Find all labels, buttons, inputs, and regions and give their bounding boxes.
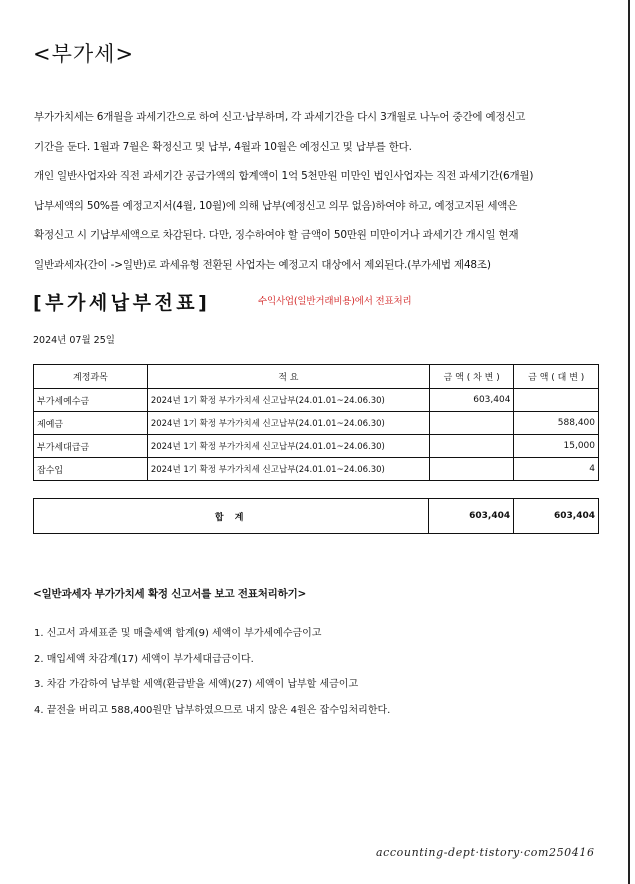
intro-line: 확정신고 시 기납부세액으로 차감된다. 다만, 징수하여야 할 금액이 50만원 미만이거나 과세기간 개시일 현재: [34, 229, 519, 241]
howto-title: <일반과세자 부가가치세 확정 신고서를 보고 전표처리하기>: [33, 588, 307, 600]
page-title: <부가세>: [33, 42, 135, 66]
intro-line: 부가가치세는 6개월을 과세기간으로 하여 신고·납부하며, 각 과세기간을 다시 3개월로 나누어 중간에 예정신고: [34, 111, 526, 123]
journal-entry-table: [33, 364, 599, 481]
intro-line: 개인 일반사업자와 직전 과세기간 공급가액의 합계액이 1억 5천만원 미만인 법인사업자는 직전 과세기간(6개월): [34, 170, 534, 182]
intro-line: 납부세액의 50%를 예정고지서(4월, 10월)에 의해 납부(예정신고 의무 없음)하여야 하고, 예정고지된 세액은: [34, 199, 518, 212]
list-item: 3. 차감 가감하여 납부할 세액(환급받을 세액)(27) 세액이 납부할 세금이고: [34, 679, 359, 690]
account-cell: 부가세예수금: [34, 389, 148, 412]
intro-line: 기간을 둔다. 1월과 7월은 확정신고 및 납부, 4월과 10월은 예정신고 및 납부를 한다.: [34, 140, 412, 153]
table-header-row: [34, 365, 599, 389]
table-row: [34, 458, 599, 481]
debit-cell: [429, 435, 514, 458]
voucher-title: [부가세납부전표]: [33, 292, 211, 314]
intro-line: 일반과세자(간이 ->일반)로 과세유형 전환된 사업자는 예정고지 대상에서 제외된다.(부가세법 제48조): [34, 258, 491, 271]
source-watermark: accounting-dept·tistory·com250416: [376, 846, 595, 859]
summary-cell: 2024년 1기 확정 부가가치세 신고납부(24.01.01~24.06.30): [147, 458, 429, 481]
credit-cell: 4: [514, 458, 599, 481]
total-table: [33, 498, 599, 534]
account-cell: 잡수입: [34, 458, 148, 481]
page-border: [628, 0, 630, 884]
credit-cell: 588,400: [514, 412, 599, 435]
header-credit: 금 액 ( 대 변 ): [514, 365, 599, 389]
header-summary: 적 요: [147, 365, 429, 389]
intro-paragraph: [34, 103, 594, 280]
howto-list: [34, 621, 390, 723]
summary-cell: 2024년 1기 확정 부가가치세 신고납부(24.01.01~24.06.30): [147, 435, 429, 458]
list-item: 2. 매입세액 차감계(17) 세액이 부가세대급금이다.: [34, 653, 254, 665]
total-label: 합 계: [34, 499, 429, 534]
account-cell: 제예금: [34, 412, 148, 435]
table-row: [34, 389, 599, 412]
header-account: 계정과목: [34, 365, 148, 389]
list-item: 1. 신고서 과세표준 및 매출세액 합계(9) 세액이 부가세예수금이고: [34, 628, 322, 639]
account-cell: 부가세대급금: [34, 435, 148, 458]
total-row: [34, 499, 599, 534]
table-row: [34, 435, 599, 458]
debit-cell: 603,404: [429, 389, 514, 412]
header-debit: 금 액 ( 차 변 ): [429, 365, 514, 389]
credit-cell: [514, 389, 599, 412]
debit-cell: [429, 412, 514, 435]
list-item: 4. 끝전을 버리고 588,400원만 납부하였으므로 내지 않은 4원은 잡수입처리한다.: [34, 704, 391, 716]
summary-cell: 2024년 1기 확정 부가가치세 신고납부(24.01.01~24.06.30): [147, 389, 429, 412]
credit-cell: 15,000: [514, 435, 599, 458]
voucher-note: 수익사업(일반거래비용)에서 전표처리: [258, 296, 412, 307]
total-debit: 603,404: [429, 499, 514, 534]
summary-cell: 2024년 1기 확정 부가가치세 신고납부(24.01.01~24.06.30): [147, 412, 429, 435]
debit-cell: [429, 458, 514, 481]
table-row: [34, 412, 599, 435]
total-credit: 603,404: [514, 499, 599, 534]
voucher-date: 2024년 07월 25일: [33, 335, 115, 346]
